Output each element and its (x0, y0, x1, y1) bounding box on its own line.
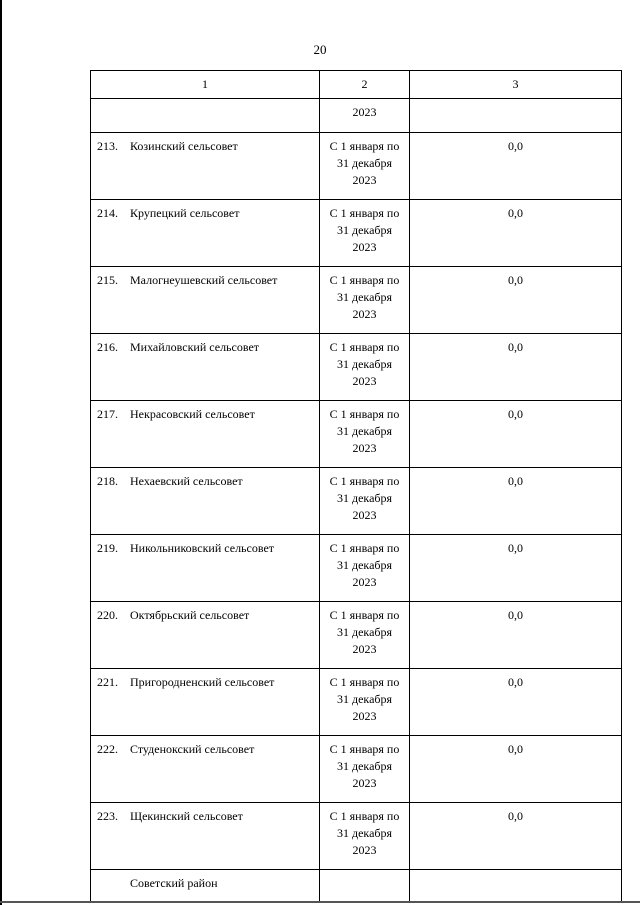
period-line: С 1 января по (329, 273, 400, 287)
period-line: 31 декабря (336, 491, 393, 505)
row-period-cell (320, 401, 410, 468)
row-value: 0,0 (410, 736, 622, 803)
table-row (91, 334, 622, 401)
row-name: Щекинский сельсовет (130, 809, 243, 823)
period-line: С 1 января по (329, 675, 400, 689)
row-number: 221. (97, 675, 118, 689)
period-line: 2023 (352, 642, 377, 656)
row-name: Козинский сельсовет (130, 139, 238, 153)
row-name: Студенокский сельсовет (130, 742, 255, 756)
row-period-cell (320, 334, 410, 401)
row-number: 213. (97, 139, 118, 153)
page-bottom-edge (0, 901, 640, 903)
row-name-cell (91, 401, 320, 468)
period-line: 31 декабря (336, 223, 393, 237)
period-line: 31 декабря (336, 424, 393, 438)
continuation-row (91, 99, 622, 133)
row-number: 220. (97, 608, 118, 622)
row-name: Малогнеушевский сельсовет (130, 273, 278, 287)
period-line: С 1 января по (329, 407, 400, 421)
period-line: 31 декабря (336, 625, 393, 639)
period-line: С 1 января по (329, 742, 400, 756)
row-name: Октябрьский сельсовет (130, 608, 250, 622)
row-name-cell (91, 200, 320, 267)
period-line: 2023 (352, 709, 377, 723)
row-name-cell (91, 736, 320, 803)
row-number: 223. (97, 809, 118, 823)
period-line: С 1 января по (329, 206, 400, 220)
row-name: Никольниковский сельсовет (130, 541, 275, 555)
section-cell-2 (320, 870, 410, 903)
row-number: 219. (97, 541, 118, 555)
period-line: 31 декабря (336, 156, 393, 170)
table-row (91, 803, 622, 870)
row-name-cell (91, 602, 320, 669)
row-value: 0,0 (410, 602, 622, 669)
section-label: Советский район (91, 870, 320, 903)
period-line: 31 декабря (336, 759, 393, 773)
row-period-cell (320, 200, 410, 267)
section-cell-3 (410, 870, 622, 903)
row-value: 0,0 (410, 200, 622, 267)
row-name: Пригородненский сельсовет (130, 675, 275, 689)
table-row (91, 267, 622, 334)
row-number: 214. (97, 206, 118, 220)
table-row (91, 535, 622, 602)
period-line: 31 декабря (336, 290, 393, 304)
page-number: 20 (313, 42, 327, 57)
period-line: С 1 января по (329, 139, 400, 153)
period-line: 2023 (352, 441, 377, 455)
row-name: Крупецкий сельсовет (130, 206, 240, 220)
column-header-3: 3 (410, 71, 622, 99)
table-row (91, 200, 622, 267)
column-header-1: 1 (91, 71, 320, 99)
period-line: С 1 января по (329, 541, 400, 555)
row-period-cell (320, 669, 410, 736)
table-row (91, 468, 622, 535)
row-name-cell (91, 468, 320, 535)
row-name-cell (91, 669, 320, 736)
period-line: С 1 января по (329, 809, 400, 823)
continuation-cell-2: 2023 (320, 99, 410, 133)
row-name-cell (91, 133, 320, 200)
period-line: 2023 (352, 776, 377, 790)
page-left-edge (0, 0, 2, 905)
table-row (91, 133, 622, 200)
period-line: 2023 (352, 575, 377, 589)
row-name-cell (91, 334, 320, 401)
row-period-cell (320, 267, 410, 334)
row-name-cell (91, 803, 320, 870)
row-period-cell (320, 803, 410, 870)
row-name: Некрасовский сельсовет (130, 407, 255, 421)
period-line: С 1 января по (329, 608, 400, 622)
row-value: 0,0 (410, 334, 622, 401)
row-value: 0,0 (410, 669, 622, 736)
table-row (91, 736, 622, 803)
row-period-cell (320, 468, 410, 535)
period-line: 31 декабря (336, 692, 393, 706)
row-name-cell (91, 535, 320, 602)
continuation-cell-3 (410, 99, 622, 133)
column-header-2: 2 (320, 71, 410, 99)
row-number: 215. (97, 273, 118, 287)
period-line: 31 декабря (336, 558, 393, 572)
row-name: Нехаевский сельсовет (130, 474, 243, 488)
row-period-cell (320, 602, 410, 669)
table-row (91, 602, 622, 669)
period-line: 2023 (352, 240, 377, 254)
table-row (91, 669, 622, 736)
row-name: Михайловский сельсовет (130, 340, 260, 354)
row-period-cell (320, 133, 410, 200)
row-value: 0,0 (410, 468, 622, 535)
row-name-cell (91, 267, 320, 334)
period-line: С 1 января по (329, 474, 400, 488)
period-line: 2023 (352, 374, 377, 388)
period-line: 31 декабря (336, 357, 393, 371)
table-row (91, 401, 622, 468)
period-line: 2023 (352, 508, 377, 522)
row-number: 218. (97, 474, 118, 488)
continuation-cell-1 (91, 99, 320, 133)
period-line: 2023 (352, 843, 377, 857)
data-table (90, 70, 622, 903)
section-row (91, 870, 622, 903)
period-line: 31 декабря (336, 826, 393, 840)
row-value: 0,0 (410, 535, 622, 602)
row-number: 217. (97, 407, 118, 421)
row-number: 216. (97, 340, 118, 354)
table-header-row (91, 71, 622, 99)
period-line: 2023 (352, 307, 377, 321)
row-value: 0,0 (410, 401, 622, 468)
row-value: 0,0 (410, 267, 622, 334)
row-period-cell (320, 535, 410, 602)
row-value: 0,0 (410, 803, 622, 870)
row-value: 0,0 (410, 133, 622, 200)
period-line: С 1 января по (329, 340, 400, 354)
period-line: 2023 (352, 173, 377, 187)
row-period-cell (320, 736, 410, 803)
row-number: 222. (97, 742, 118, 756)
